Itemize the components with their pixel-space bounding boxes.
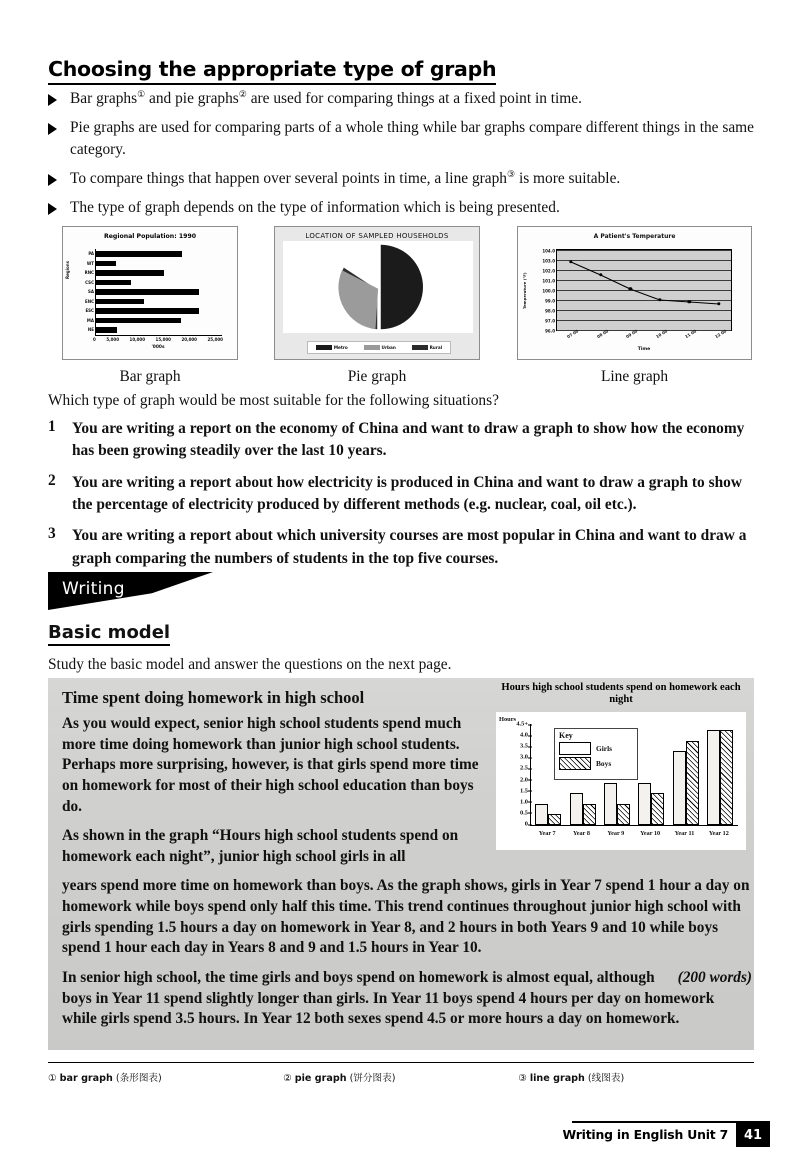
line-series xyxy=(557,250,731,330)
item-number: 3 xyxy=(48,525,56,543)
footnote-marker: ② xyxy=(238,89,247,99)
figure-homework-bar-chart xyxy=(496,682,746,850)
writing-banner xyxy=(48,572,213,610)
bar xyxy=(88,289,199,295)
item-text: You are writing a report about how electricity is produced in China and want to draw a graph to show the percentage of electricity produced by different methods (e.g. nuclear, coal, oil etc.). xyxy=(72,473,742,513)
bar xyxy=(85,279,131,286)
legend-swatch xyxy=(364,345,380,350)
bar-category-label: NE xyxy=(87,327,94,333)
axis-tick-label: 07 00 xyxy=(566,328,580,340)
legend-item xyxy=(316,345,348,350)
chart-x-ticks xyxy=(93,337,223,342)
bar-group xyxy=(638,783,664,825)
pie-chart-svg xyxy=(335,243,423,331)
bar-girls xyxy=(535,804,548,825)
axis-tick-label: Year 11 xyxy=(674,830,695,837)
page-number: 41 xyxy=(736,1123,770,1147)
legend-swatch-girls xyxy=(559,742,591,755)
legend-label: Urban xyxy=(381,345,396,350)
page-title: Choosing the appropriate type of graph xyxy=(48,58,496,85)
triangle-bullet-icon xyxy=(48,123,64,135)
footnote-term: line graph xyxy=(529,1073,585,1084)
axis-tick-label: Year 8 xyxy=(573,830,590,837)
bar-boys xyxy=(651,793,664,825)
model-left-column xyxy=(62,688,482,867)
axis-tick-label: 25,000 xyxy=(207,337,223,342)
legend-title: Key xyxy=(559,731,573,740)
bar-category-label: WT xyxy=(86,260,94,266)
figure-strip xyxy=(62,226,752,361)
chart-canvas xyxy=(496,712,746,850)
bar-category-label: PA xyxy=(88,251,94,257)
bar-category-label: SA xyxy=(88,289,94,295)
list-item xyxy=(48,525,756,570)
axis-tick-label: Year 10 xyxy=(640,830,661,837)
figure-pie-graph xyxy=(274,226,480,360)
axis-tick-label: 09 00 xyxy=(625,328,639,340)
bar-boys xyxy=(720,730,733,825)
numbered-question-list xyxy=(48,418,756,579)
footnote-marker: ③ xyxy=(507,168,516,179)
bar-category-label: ESC xyxy=(85,308,94,314)
legend-item xyxy=(559,757,633,770)
axis-tick-label: 102.0 xyxy=(542,268,555,274)
axis-tick-label: 1.5 xyxy=(520,787,528,795)
triangle-bullet-icon xyxy=(48,203,64,215)
chart-x-axis-label: Time xyxy=(637,347,651,352)
legend-label: Rural xyxy=(429,345,443,350)
figure-caption-line: Line graph xyxy=(600,368,669,385)
study-instruction: Study the basic model and answer the questions on the next page. xyxy=(48,656,452,673)
bar-girls xyxy=(638,783,651,825)
bar-boys xyxy=(583,804,596,825)
axis-tick-label: 10,000 xyxy=(129,337,145,342)
axis-tick-label: 5,000 xyxy=(106,337,119,342)
bar-girls xyxy=(707,730,720,825)
bullet-list xyxy=(48,88,756,226)
item-number: 1 xyxy=(48,418,56,435)
bar-category-label: MA xyxy=(86,317,94,323)
legend-item xyxy=(559,742,633,755)
triangle-bullet-icon xyxy=(48,174,64,186)
figure-caption-pie: Pie graph xyxy=(347,368,407,385)
chart-legend xyxy=(307,341,451,354)
item-text: You are writing a report about which university courses are most popular in China and want to draw a graph comparing the numbers of students in the top five courses. xyxy=(72,527,747,567)
axis-tick-label: 103.0 xyxy=(542,258,555,264)
bullet-text: Pie graphs are used for comparing parts of a whole thing while bar graphs compare different things in the same category. xyxy=(70,119,754,158)
axis-tick-label: 97.0 xyxy=(545,318,555,324)
list-item xyxy=(48,168,756,190)
legend-swatch xyxy=(316,345,332,350)
item-number: 2 xyxy=(48,471,56,489)
bar-group xyxy=(604,783,630,825)
bar-girls xyxy=(673,751,686,825)
axis-tick-label: 99.0 xyxy=(545,298,555,304)
model-paragraph: (200 words) In senior high school, the time girls and boys spend on homework is almost equal, although boys in Year 11 spend slightly longer than girls. In Year 11 boys spend 4 hours per day on homework while girls spend 3.5 hours. In Year 12 both sexes spend 4.5 or more hours a day on homework. xyxy=(62,969,752,1028)
model-paragraph: As you would expect, senior high school students spend much more time doing homework than junior high school students. Perhaps more surprising, however, is that girls spend more time on homework for most of their high school education than boys do. xyxy=(62,715,479,815)
chart-plot-area xyxy=(283,241,473,333)
bar-girls xyxy=(570,793,583,825)
bar xyxy=(84,270,164,276)
chart-y-axis-label: Temperature (°F) xyxy=(522,272,527,309)
axis-tick-label: Year 12 xyxy=(708,830,729,837)
footer-title: Writing in English Unit 7 xyxy=(562,1127,728,1142)
bar-group xyxy=(570,793,596,825)
bar xyxy=(88,251,182,257)
bar-boys xyxy=(548,814,561,825)
footnote-marker: ② xyxy=(283,1073,295,1084)
footnote-gloss: (饼分图表) xyxy=(346,1073,396,1084)
axis-tick-label: 98.0 xyxy=(545,308,555,314)
model-title: Time spent doing homework in high school xyxy=(62,688,365,707)
bullet-text: To compare things that happen over several points in time, a line graph③ is more suitable. xyxy=(70,168,621,187)
footnote-item xyxy=(283,1070,518,1084)
axis-tick-label: Year 7 xyxy=(538,830,556,837)
legend-label: Boys xyxy=(596,759,612,768)
bar-boys xyxy=(686,741,699,825)
item-text: You are writing a report on the economy of China and want to draw a graph to show how the economy has been growing steadily over the last 10 years. xyxy=(72,420,745,460)
axis-tick-label: 3.0 xyxy=(520,753,528,761)
figure-bar-graph xyxy=(62,226,238,360)
footnote-divider xyxy=(48,1062,754,1063)
footnote-marker: ① xyxy=(137,89,146,99)
list-item xyxy=(48,472,756,517)
axis-tick-label: 11 00 xyxy=(684,328,698,340)
bar xyxy=(87,327,117,333)
bar xyxy=(86,260,116,267)
axis-tick-label: 104.0 xyxy=(542,248,555,254)
footnote-gloss: (线图表) xyxy=(584,1073,625,1084)
chart-legend xyxy=(554,728,638,780)
axis-tick-label: 2.0 xyxy=(520,776,528,784)
chart-title: Regional Population: 1990 xyxy=(103,233,197,240)
axis-tick-label: 1.0 xyxy=(520,798,528,806)
bar-boys xyxy=(617,804,630,825)
page-footer xyxy=(562,1123,770,1147)
chart-title: LOCATION OF SAMPLED HOUSEHOLDS xyxy=(305,232,449,240)
bar-category-label: CSC xyxy=(85,279,94,285)
axis-tick-label: 4.5+ xyxy=(516,720,528,728)
axis-tick-label: 4.0 xyxy=(520,731,528,739)
figure-line-graph xyxy=(517,226,752,360)
footnote-term: pie graph xyxy=(294,1073,347,1084)
list-item xyxy=(48,197,756,219)
subheading-basic-model: Basic model xyxy=(48,622,170,646)
axis-tick-label: 08 00 xyxy=(595,328,609,340)
chart-x-axis-label: '000s xyxy=(151,345,165,350)
word-count: (200 words) xyxy=(677,969,752,987)
axis-tick-label: 10 00 xyxy=(654,328,669,340)
footnote-marker: ① xyxy=(48,1073,60,1084)
bar-group xyxy=(673,741,699,825)
model-paragraph: As shown in the graph “Hours high school students spend on homework each night”, junior high school girls in all xyxy=(62,827,459,865)
axis-tick-label: 20,000 xyxy=(181,337,197,342)
chart-plot-area xyxy=(84,249,222,336)
axis-tick-label: Year 9 xyxy=(607,830,625,837)
axis-tick-label: 3.5 xyxy=(520,742,528,750)
axis-tick-label: 0 xyxy=(524,820,528,828)
legend-item xyxy=(412,345,443,350)
bar-category-label: ENC xyxy=(84,298,94,304)
model-text-box xyxy=(48,678,754,1050)
axis-tick-label: 12 00 xyxy=(714,328,728,340)
chart-y-axis-label: Regions xyxy=(65,260,70,279)
bar-group xyxy=(707,730,733,825)
question-lead: Which type of graph would be most suitable for the following situations? xyxy=(48,392,499,409)
axis-tick-label: 100.0 xyxy=(542,288,555,294)
figure-caption-bar: Bar graph xyxy=(119,368,181,385)
list-item xyxy=(48,418,756,463)
axis-tick-label: 2.5 xyxy=(520,764,528,772)
axis-tick-label: 15,000 xyxy=(155,337,171,342)
banner-label: Writing xyxy=(62,579,125,599)
triangle-bullet-icon xyxy=(48,94,64,106)
footnote-item xyxy=(518,1070,753,1084)
legend-swatch xyxy=(412,345,428,350)
bar xyxy=(84,298,144,305)
list-item xyxy=(48,117,756,161)
model-paragraph: years spend more time on homework than boys. As the graph shows, girls in Year 7 spend 1 hour a day on homework while boys spend only half this time. This trend continues throughout junior high school with girls spending 1.5 hours a day on homework in Year 8, and 2 hours in both Years 9 and 10 while boys spend 1 hour each day in Years 8 and 9 and 1.5 hours in Year 10. xyxy=(62,877,750,957)
legend-label: Metro xyxy=(333,345,348,350)
list-item xyxy=(48,88,756,110)
legend-swatch-boys xyxy=(559,757,591,770)
chart-y-axis-label: Hours xyxy=(499,716,517,723)
axis-tick-label: 96.0 xyxy=(545,328,555,334)
bar-girls xyxy=(604,783,617,825)
chart-title: A Patient's Temperature xyxy=(593,233,676,240)
legend-item xyxy=(364,345,396,350)
axis-tick-label: 0.5 xyxy=(520,809,528,817)
footnote-term: bar graph xyxy=(59,1073,113,1084)
bar xyxy=(86,317,181,324)
bar-category-label: RNC xyxy=(84,270,94,276)
footnote-list xyxy=(48,1070,754,1084)
bullet-text: Bar graphs① and pie graphs② are used for comparing things at a fixed point in time. xyxy=(70,89,582,108)
footnote-marker: ③ xyxy=(518,1073,530,1084)
footnote-gloss: (条形图表) xyxy=(112,1073,162,1084)
axis-tick-label: 101.0 xyxy=(542,278,555,284)
footnote-item xyxy=(48,1070,283,1084)
bar xyxy=(85,308,199,314)
axis-tick-label: 0 xyxy=(93,337,96,342)
chart-title: Hours high school students spend on homework each night xyxy=(501,682,741,705)
bullet-text: The type of graph depends on the type of information which is being presented. xyxy=(70,198,560,216)
legend-label: Girls xyxy=(596,744,613,753)
bar-group xyxy=(535,804,561,825)
